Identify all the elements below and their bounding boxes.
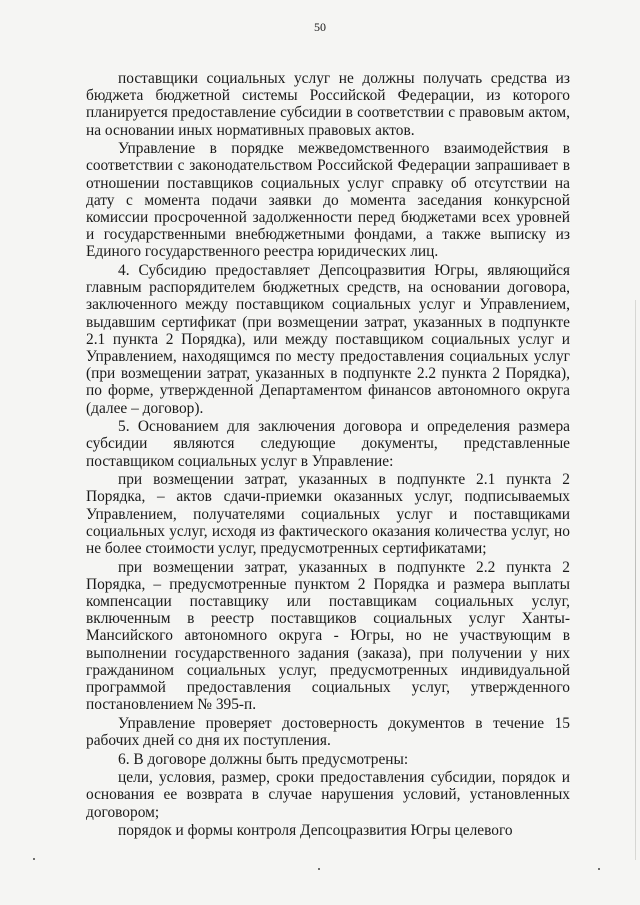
paragraph-cost-reimbursement-2-2: при возмещении затрат, указанных в подпункте 2.2 пункта 2 Порядка, – предусмотренные пунктом 2 Порядка и размера выплаты компенсации поставщику или поставщикам социальных услуг, включенным в реестр поставщиков социальных услуг Ханты-Мансийского автономного округа - Югры, но не участвующим в выполнении государственного задания (заказа), при получении у них гражданином социальных услуг, предусмотренных индивидуальной программой предоставления социальных услуг, утвержденного постановлением № 395-п. bbox=[86, 558, 570, 714]
page-number: 50 bbox=[314, 20, 326, 34]
scan-speck bbox=[598, 868, 600, 870]
document-body bbox=[86, 70, 570, 841]
paragraph-item-4-subsidy-provider: 4. Субсидию предоставляет Депсоцразвития Югры, являющийся главным распорядителем бюджетных средств, на основании договора, заключенного между поставщиком социальных услуг и Управлением, выдавшим сертификат (при возмещении затрат, указанных в подпункте 2.1 пункта 2 Порядка), или между поставщиком социальных услуг и Управлением, находящимся по месту предоставления социальных услуг (при возмещении затрат, указанных в подпункте 2.2 пункта 2 Порядка), по форме, утвержденной Департаментом финансов автономного округа (далее – договор). bbox=[86, 262, 570, 417]
paragraph-control-procedure: порядок и формы контроля Депсоцразвития Югры целевого bbox=[118, 822, 513, 840]
paragraph-interagency-request: Управление в порядке межведомственного взаимодействия в соответствии с законодательством Российской Федерации запрашивает в отношении поставщиков социальных услуг справку об отсутствии на дату с момента подачи заявки до момента заседания конкурсной комиссии просроченной задолженности перед бюджетами всех уровней и государственными внебюджетными фондами, а также выписку из Единого государственного реестра юридических лиц. bbox=[86, 140, 570, 261]
scan-speck bbox=[318, 868, 320, 870]
paragraph-verification-period: Управление проверяет достоверность документов в течение 15 рабочих дней со дня их поступления. bbox=[86, 714, 570, 750]
paragraph-suppliers-funding: поставщики социальных услуг не должны получать средства из бюджета бюджетной системы Российской Федерации, из которого планируется предоставление субсидии в соответствии с правовым актом, на основании иных нормативных правовых актов. bbox=[86, 70, 570, 139]
scan-speck bbox=[33, 858, 35, 860]
paragraph-item-5-documents: 5. Основанием для заключения договора и определения размера субсидии являются следующие документы, представленные поставщиком социальных услуг в Управление: bbox=[86, 418, 570, 470]
paragraph-cost-reimbursement-2-1: при возмещении затрат, указанных в подпункте 2.1 пункта 2 Порядка, – актов сдачи-приемки оказанных услуг, подписываемых Управлением, получателями социальных услуг и поставщиками социальных услуг, исходя из фактического оказания количества услуг, но не более стоимости услуг, предусмотренных сертификатами; bbox=[86, 471, 570, 558]
scan-edge-line bbox=[635, 300, 636, 860]
paragraph-item-6-contract-terms: 6. В договоре должны быть предусмотрены: bbox=[118, 750, 409, 768]
paragraph-goals-conditions: цели, условия, размер, сроки предоставления субсидии, порядок и основания ее возврата в случае нарушения условий, установленных договором; bbox=[86, 769, 570, 821]
